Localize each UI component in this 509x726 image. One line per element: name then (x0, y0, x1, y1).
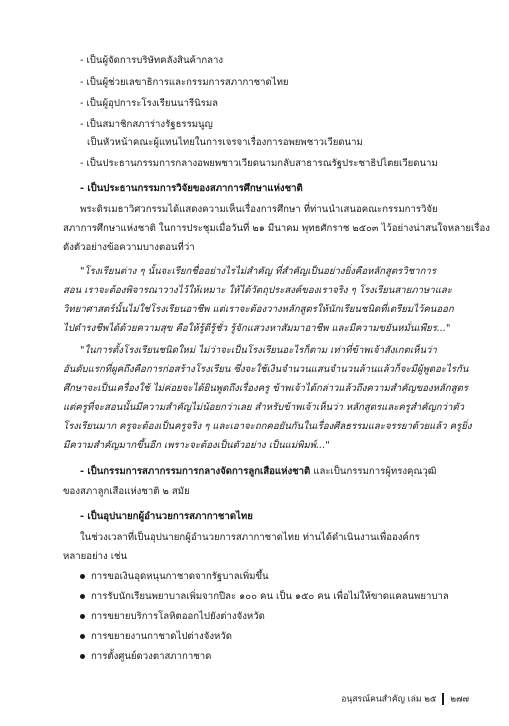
role-item: - เป็นประธานกรรมการกลางอพยพชาวเวียดนามกลับสาธารณรัฐประชาธิปไตยเวียดนาม (80, 158, 438, 169)
bullet-item (80, 630, 232, 644)
bullet-dot-icon (80, 654, 85, 659)
section-heading-red-cross: - เป็นอุปนายกผู้อำนวยการสภากาชาดไทย (80, 511, 253, 522)
bullet-text: การตั้งศูนย์ดวงตาสภากาชาด (91, 651, 212, 662)
section-heading-scouts (80, 465, 436, 479)
footer-separator (442, 693, 444, 705)
page-number: ๒๗๗ (450, 694, 469, 705)
quote-line: ศึกษาจะเป็นเครื่องใช้ ไม่ค่อยจะได้ยินพูดถึงเรื่องครู ข้าพเจ้าได้กล่าวแล้วถึงความสำคัญของหลักสูตร (63, 383, 468, 394)
role-item: - เป็นผู้ช่วยเลขาธิการและกรรมการสภากาชาดไทย (80, 77, 289, 88)
bullet-item (80, 650, 211, 664)
quote-line: "ในการตั้งโรงเรียนชนิดใหม่ ไม่ว่าจะเป็นโรงเรียนอะไรก็ตาม เท่าที่ข้าพเจ้าสังเกตเห็นว่า (80, 345, 437, 356)
bullet-dot-icon (80, 614, 85, 619)
footer-book-title: อนุสรณ์คนสำคัญ เล่ม ๒๕ (341, 694, 437, 705)
paragraph-line: ของสภาลูกเสือแห่งชาติ ๒ สมัย (63, 486, 190, 497)
bullet-item (80, 610, 265, 624)
section-heading-research: - เป็นประธานกรรมการวิจัยของสภาการศึกษาแห่งชาติ (80, 183, 303, 194)
quote-line: สอน เราจะต้องพิจารณาวางไว้ให้เหมาะ ให้ได้วัตถุประสงค์ของเราจริง ๆ โรงเรียนสายภาษาและ (63, 285, 452, 296)
quote-line: แต่ครูที่จะสอนนั้นมีความสำคัญไม่น้อยกว่าเลย สำหรับข้าพเจ้าเห็นว่า หลักสูตรและครูสำคัญกว่าตัว (63, 402, 464, 413)
quote-line: โรงเรียนมาก ครูจะต้องเป็นครูจริง ๆ และเอาจะถกคอยันกันในเรื่องศีลธรรมและจรรยาด้วยแล้ว ครูยิ่ง (63, 421, 472, 432)
paragraph-line: หลายอย่าง เช่น (63, 551, 128, 562)
bullet-text: การรับนักเรียนพยาบาลเพิ่มจากปีละ ๑๐๐ คน เป็น ๑๕๐ คน เพื่อไม่ให้ขาดแคลนพยาบาล (91, 591, 449, 602)
paragraph-line: พระดิรเมธาวิศวกรรมได้แสดงความเห็นเรื่องการศึกษา ที่ท่านนำเสนอคณะกรรมการวิจัย (80, 204, 438, 215)
bullet-item (80, 570, 269, 584)
role-item: เป็นหัวหน้าคณะผู้แทนไทยในการเจรจาเรื่องการอพยพชาวเวียดนาม (87, 137, 363, 148)
quote-line: มีความสำคัญมากขึ้นอีก เพราะจะต้องเป็นตัวอย่าง เป็นแม่พิมพ์..." (63, 440, 330, 451)
paragraph-line: สภาการศึกษาแห่งชาติ ในการประชุมเมื่อวันที่ ๒๑ มีนาคม พุทธศักราช ๒๕๐๓ ไว้อย่างน่าสนใจหลายเรื่อง (63, 223, 490, 234)
page-footer (341, 693, 469, 706)
bullet-text: การขอเงินอุดหนุนกาชาดจากรัฐบาลเพิ่มขึ้น (91, 571, 269, 582)
role-item: - เป็นผู้จัดการบริษัทคลังสินค้ากลาง (80, 55, 224, 66)
paragraph-line: ในช่วงเวลาที่เป็นอุปนายกผู้อำนวยการสภากาชาดไทย ท่านได้ดำเนินงานเพื่อองค์กร (80, 532, 420, 543)
quote-line: อันดับแรกที่ผูคถึงคือการก่อสร้างโรงเรียน ซึ่งจะใช้เงินจำนวนแสนจำนวนล้านแล้วก็จะมีผู้พูดอะไรกัน (63, 364, 469, 375)
bullet-text: การขยายงานกาชาดไปต่างจังหวัด (91, 631, 232, 642)
role-item: - เป็นสมาชิกสภาร่างรัฐธรรมนูญ (80, 119, 213, 130)
bullet-dot-icon (80, 594, 85, 599)
paragraph-line: ดังตัวอย่างข้อความบางตอนที่ว่า (63, 242, 195, 253)
bullet-dot-icon (80, 574, 85, 579)
bullet-text: การขยายบริการโลหิตออกไปยังต่างจังหวัด (91, 611, 265, 622)
role-item: - เป็นผู้อุปการะโรงเรียนนารีนิรมล (80, 98, 219, 109)
section-heading-scouts-bold: - เป็นกรรมการสภากรรมการกลางจัดการลูกเสือแห่งชาติ (80, 466, 311, 477)
section-heading-scouts-rest: และเป็นกรรมการผู้ทรงคุณวุฒิ (310, 466, 437, 477)
quote-line: ไปดำรงชีพได้ด้วยความสุข คือให้รู้ดีรู้ชั่ว รู้จักแสวงหาสัมมาอาชีพ และมีความขยันหมั่นเพียร..." (63, 323, 451, 334)
bullet-item (80, 590, 449, 604)
quote-line: "โรงเรียนต่าง ๆ นั้นจะเรียกชื่ออย่างไรไม่สำคัญ ที่สำคัญเป็นอย่างยิ่งคือหลักสูตรวิชาการ (80, 266, 436, 277)
bullet-dot-icon (80, 634, 85, 639)
quote-line: วิทยาศาสตร์นั้นไม่ใช่โรงเรียนอาชีพ แต่เราจะต้องวางหลักสูตรให้นักเรียนชนิดที่เตรียมไว้คนออก (63, 304, 454, 315)
